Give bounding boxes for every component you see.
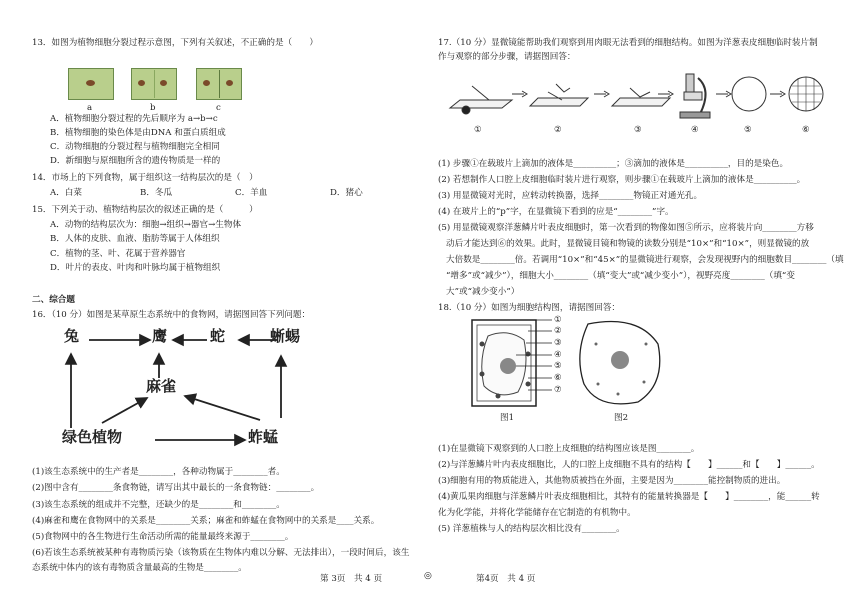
cell-a-image (68, 68, 114, 100)
q16-item-4: (4)麻雀和鹰在食物网中的关系是________关系；麻雀和蚱蜢在食物网中的关系是____关系。 (32, 516, 380, 526)
q18-item-4a: (4)黄瓜果肉细胞与洋葱鳞片叶表皮细胞相比，其特有的能量转换器是【 】________，能______转 (438, 492, 820, 502)
q16-item-3: (3)该生态系统的组成并不完整，还缺少的是________和________。 (32, 500, 285, 510)
q13-stem: 13．如图为植物细胞分裂过程示意图，下列有关叙述，不正确的是（ ） (32, 38, 318, 48)
q13-option-b: B．植物细胞的染色体是由DNA 和蛋白质组成 (50, 128, 226, 138)
q17-item-5d: “增多”或“减少”），细胞大小________（填“变大”或“减少变小”），视野亮度________（填“变 (446, 271, 795, 281)
organism-green-plant: 绿色植物 (62, 428, 123, 446)
organism-grasshopper: 蚱蜢 (248, 428, 279, 446)
q16-item-2: (2)图中含有________条食物链，请写出其中最长的一条食物链：________。 (32, 483, 320, 493)
q14-option-a: A．白菜 (50, 188, 82, 198)
organism-lizard: 蜥蜴 (270, 327, 301, 345)
q18-item-1: (1)在显微镜下观察到的人口腔上皮细胞的结构图应该是图________。 (438, 444, 700, 454)
figure-1-caption: 图1 (500, 413, 515, 423)
step-label-6: ⑥ (802, 125, 810, 135)
q16-item-1: (1)该生态系统中的生产者是________，各种动物属于________者。 (32, 467, 285, 477)
step-label-1: ① (474, 125, 482, 135)
q18-item-4b: 化为化学能，并将化学能储存在它制造的有机物中。 (438, 508, 636, 518)
q18-stem: 18.（10 分）如图为细胞结构图，请据图回答： (438, 303, 621, 313)
q17-item-3: (3) 用显微镜对光时，应转动转换器，选择________物镜正对通光孔。 (438, 191, 703, 201)
q16-stem: 16．（10 分）如图是某草原生态系统中的食物网，请据图回答下列问题： (32, 310, 311, 320)
organism-sparrow: 麻雀 (146, 377, 177, 395)
step-label-4: ④ (691, 125, 699, 135)
binding-hole-icon: ◎ (424, 571, 432, 581)
cell-label-5: ⑤ (554, 361, 562, 371)
q13-option-c: C．动物细胞的分裂过程与植物细胞完全相同 (50, 142, 220, 152)
cell-label-2: ② (554, 326, 562, 336)
left-page-footer: 第 3页 共 4 页 (320, 574, 383, 584)
q17-item-2: (2) 若想制作人口腔上皮细胞临时装片进行观察，则步骤①在载玻片上滴加的液体是__________。 (438, 175, 806, 185)
q13-option-d: D．新细胞与原细胞所含的遗传物质是一样的 (50, 156, 221, 166)
right-page-footer: 第4页 共 4 页 (476, 574, 536, 584)
q15-stem: 15．下列关于动、植物结构层次的叙述正确的是（ ） (32, 205, 258, 215)
cell-label-3: ③ (554, 338, 562, 348)
organism-snake: 蛇 (210, 327, 226, 345)
q13-option-a: A．植物细胞分裂过程的先后顺序为 a→b→c (50, 114, 218, 124)
q16-item-6a: (6)若该生态系统被某种有毒物质污染（该物质在生物体内难以分解、无法排出），一段时间后，该生 (32, 548, 410, 558)
q15-option-b: B．人体的皮肤、血液、脂肪等属于人体组织 (50, 234, 220, 244)
figure-2-caption: 图2 (614, 413, 629, 423)
q15-option-d: D．叶片的表皮、叶肉和叶脉均属于植物组织 (50, 263, 221, 273)
q17-item-1: (1) 步骤①在载玻片上滴加的液体是__________；③滴加的液体是__________，目的是染色。 (438, 159, 789, 169)
slide-preparation-steps (444, 70, 834, 140)
food-web-diagram (60, 328, 380, 448)
steps-drawing (444, 70, 834, 122)
q17-item-5e: 大”或“减少变小”） (446, 287, 520, 297)
cell-label-7: ⑦ (554, 385, 562, 395)
cell-label-1: ① (554, 315, 562, 325)
q14-option-c: C．羊血 (235, 188, 268, 198)
q18-item-5: (5) 洋葱植株与人的结构层次相比没有________。 (438, 524, 625, 534)
fig-label-c: c (216, 103, 221, 113)
cell-label-6: ⑥ (554, 373, 562, 383)
step-label-5: ⑤ (744, 125, 752, 135)
q14-option-d: D．猪心 (330, 188, 363, 198)
fig-label-a: a (87, 103, 93, 113)
q17-item-5b: 动后才能达到⑥的效果。此时，显微镜目镜和物镜的读数分别是“10×”和“10×”，则显微镜的放 (446, 239, 810, 249)
q17-stem-1: 17.（10 分）显微镜能帮助我们观察到用肉眼无法看到的细胞结构。如图为洋葱表皮细胞临时装片制 (438, 38, 818, 48)
q16-item-6b: 态系统中体内的该有毒物质含量最高的生物是________。 (32, 563, 247, 573)
q18-item-2: (2)与洋葱鳞片叶内表皮细胞比，人的口腔上皮细胞不具有的结构【 】______和【 】______。 (438, 460, 820, 470)
cell-c-image (196, 68, 242, 100)
q17-item-5a: (5) 用显微镜观察洋葱鳞片叶表皮细胞时，第一次看到的物像如图⑤所示，应将装片向________方移 (438, 223, 814, 233)
cell-label-4: ④ (554, 350, 562, 360)
organism-eagle: 鹰 (152, 327, 168, 345)
q17-stem-2: 作与观察的部分步骤，请据图回答： (438, 52, 576, 62)
cell-drawings (468, 314, 708, 412)
cell-division-figure (68, 64, 258, 112)
q15-option-c: C．植物的茎、叶、花属于营养器官 (50, 249, 186, 259)
cell-structure-figure (468, 314, 708, 426)
q14-stem: 14．市场上的下列食物，属于组织这一结构层次的是（ ） (32, 173, 258, 183)
cell-b-image (131, 68, 177, 100)
fig-label-b: b (150, 103, 156, 113)
organism-rabbit: 兔 (64, 327, 80, 345)
section-heading: 二、综合题 (32, 295, 75, 305)
q16-item-5: (5)食物网中的各生物进行生命活动所需的能量最终来源于________。 (32, 532, 294, 542)
step-label-2: ② (554, 125, 562, 135)
q18-item-3: (3)细胞有用的物质能进入，其他物质被挡在外面，主要是因为________能控制物质的进出。 (438, 476, 786, 486)
q17-item-4: (4) 在玻片上的“p”字，在显微镜下看到的应是“________”字。 (438, 207, 674, 217)
step-label-3: ③ (634, 125, 642, 135)
q17-item-5c: 大倍数是________倍。若调用“10×”和“45×”的显微镜进行观察，会发现视野内的细胞数目________（填 (446, 255, 844, 265)
q15-option-a: A．动物的结构层次为：细胞→组织→器官→生物体 (50, 220, 242, 230)
q14-option-b: B．冬瓜 (140, 188, 173, 198)
